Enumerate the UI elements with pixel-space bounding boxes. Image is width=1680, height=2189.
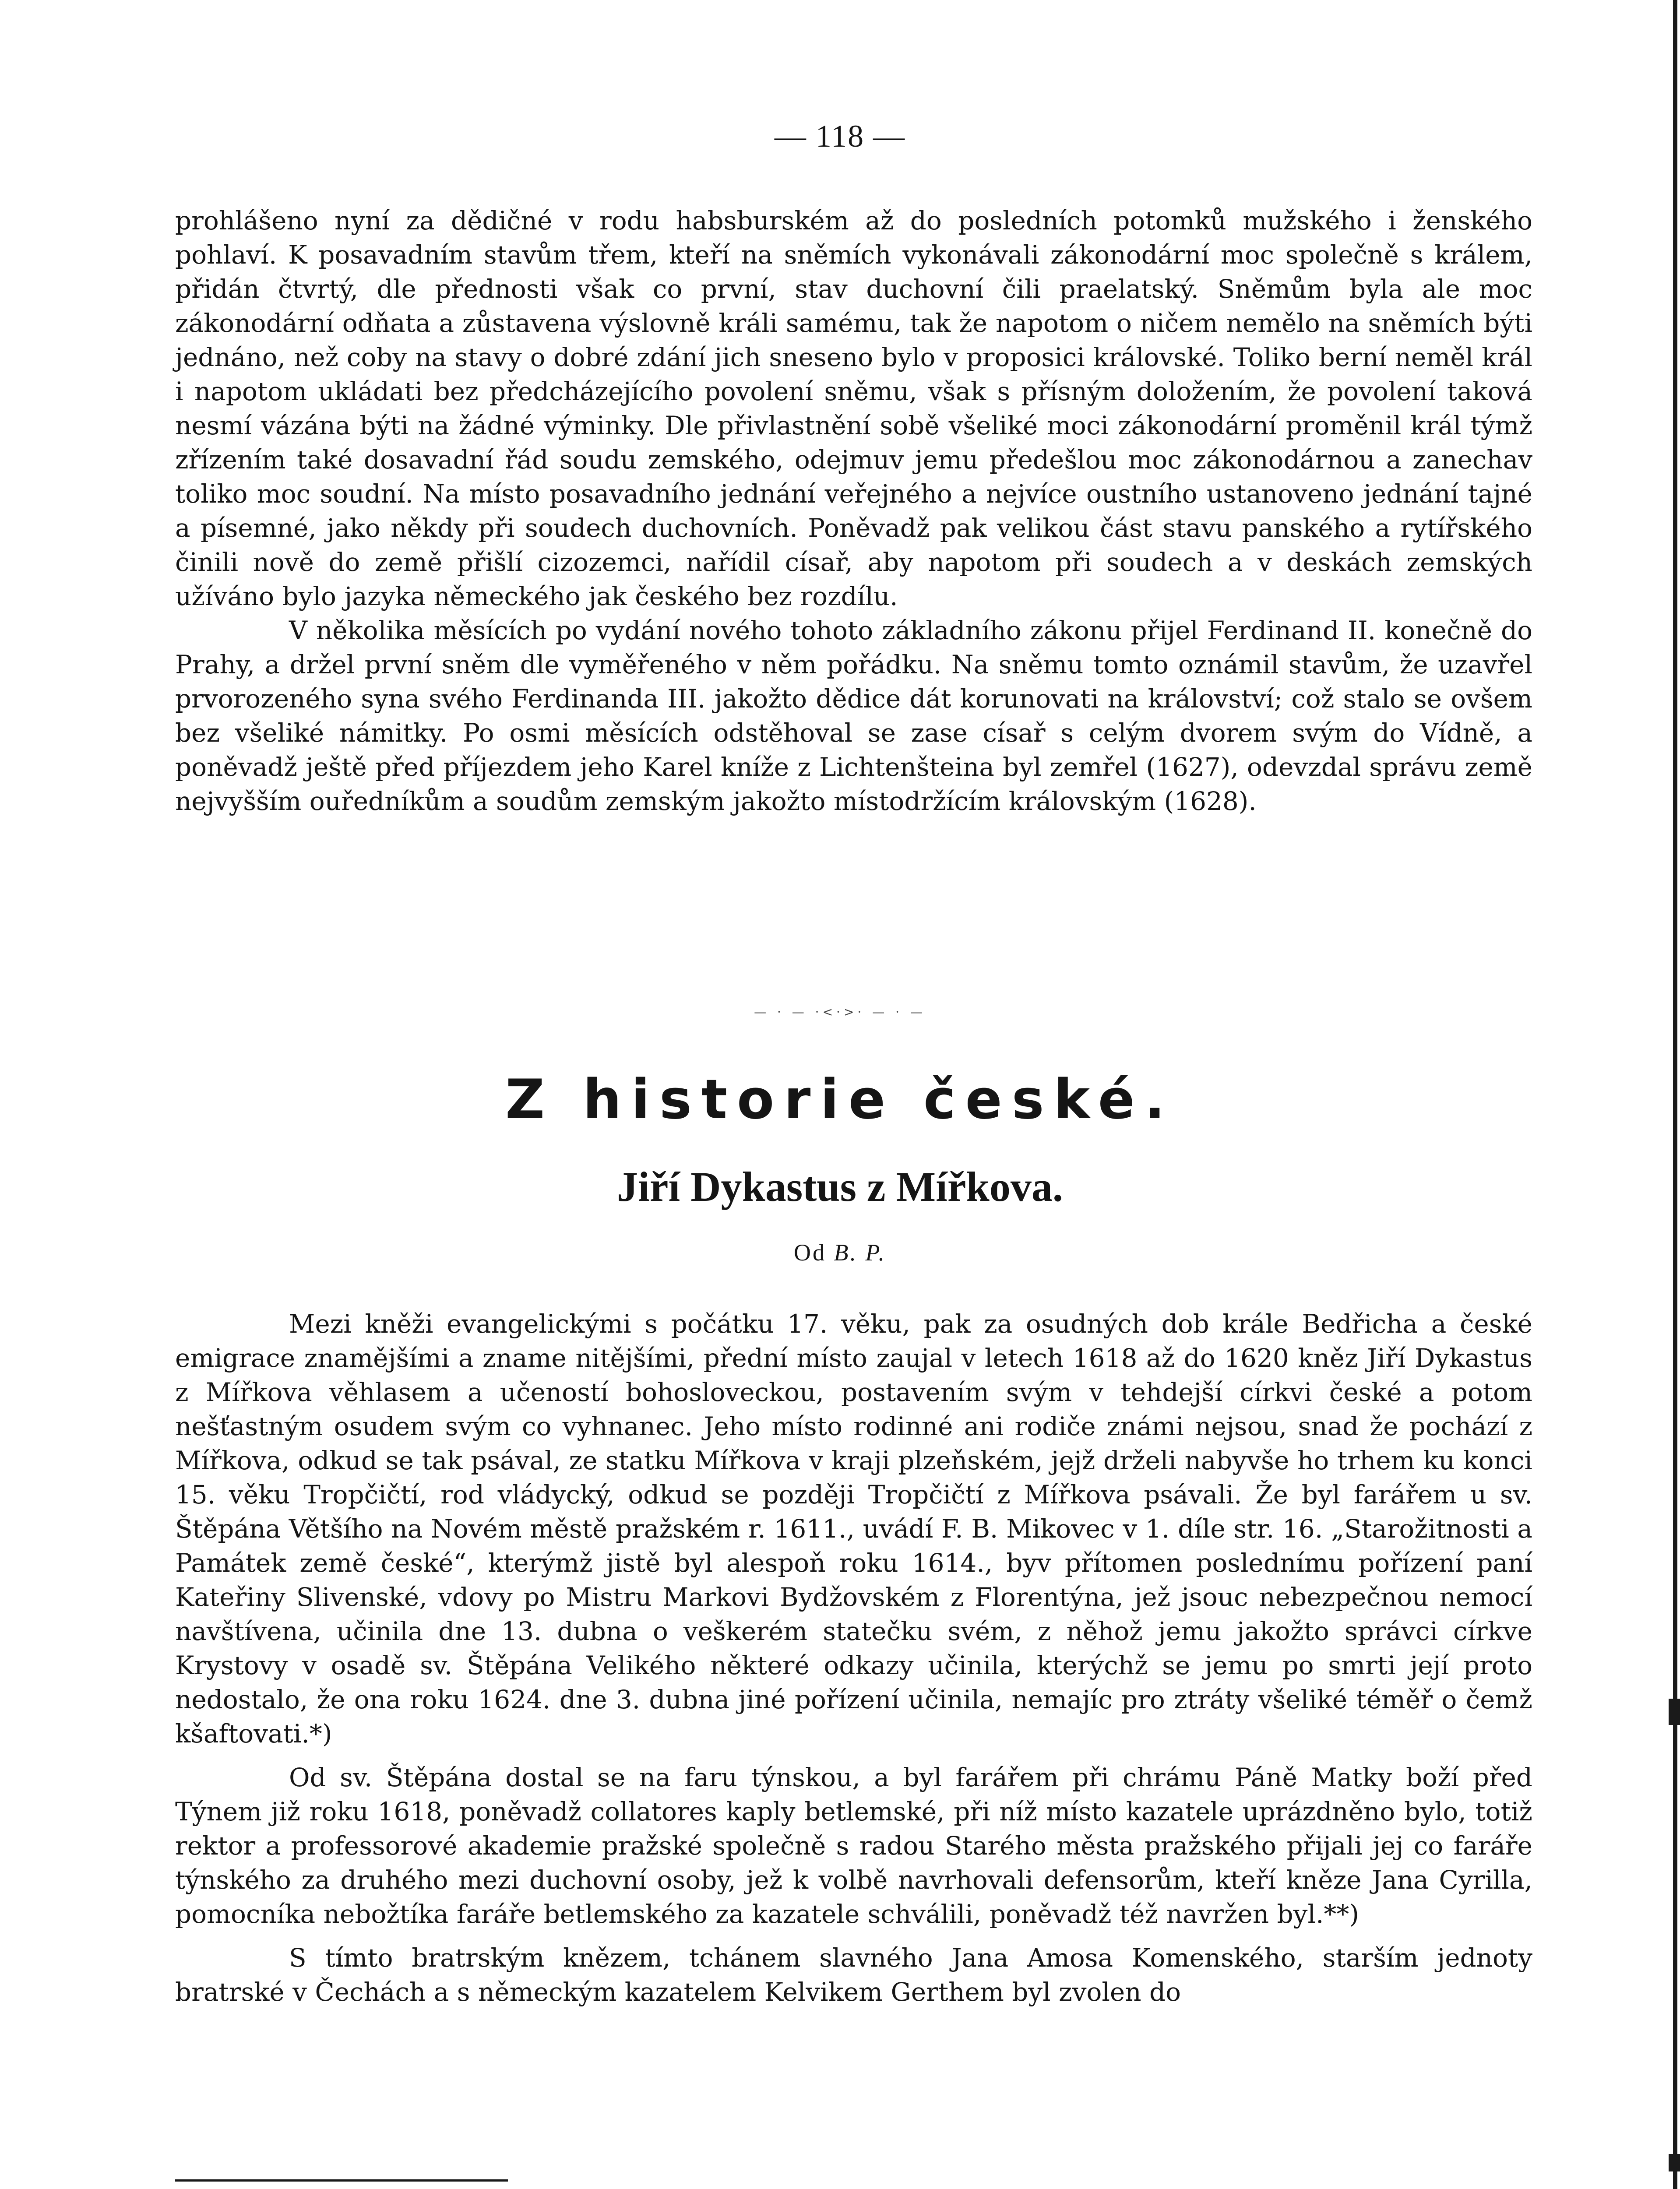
byline-prefix: Od [793,1239,826,1266]
article-subtitle: Jiří Dykastus z Mířkova. [617,1163,1063,1210]
upper-text-block [175,204,1532,818]
section-separator: — · — ·<·>· — · — [754,1005,926,1019]
page-number: — 118 — [774,119,906,154]
article-byline [0,1239,1680,1266]
paragraph: Mezi kněži evangelickými s počátku 17. věku, pak za osudných dob krále Bedřicha a české emigrace znamějšími a zname nitějšími, přední místo zaujal v letech 1618 až do 1620 kněz Jiří Dykastus z Mířkova věhlasem a učeností bohosloveckou, postavením svým v tehdejší církvi české a potom nešťastným osudem svým co vyhnanec. Jeho místo rodinné ani rodiče známi nejsou, snad že pochází z Mířkova, odkud se tak psával, ze statku Mířkova v kraji plzeňském, jejž drželi nabyvše ho trhem ku konci 15. věku Tropčičtí, rod vládycký, odkud se později Tropčičtí z Mířkova psávali. Že byl farářem u sv. Štěpána Většího na Novém městě pražském r. 1611., uvádí F. B. Mikovec v 1. díle str. 16. „Starožitnosti a Památek země české“, kterýmž jistě byl alespoň roku 1614., byv přítomen poslednímu pořízení paní Kateřiny Slivenské, vdovy po Mistru Markovi Bydžovském z Florentýna, jež jsouc nebezpečnou nemocí navštívena, učinila dne 13. dubna o veškerém statečku svém, z něhož jemu jakožto správci církve Krystovy v osadě sv. Štěpána Velikého některé odkazy učinila, kterýchž se jemu po smrti její proto nedostalo, že ona roku 1624. dne 3. dubna jiné pořízení učinila, nemajíc pro ztráty všeliké téměř o čemž kšaftovati.*) [175,1309,1532,1749]
article-text-block [175,1307,1532,2009]
paragraph: prohlášeno nyní za dědičné v rodu habsburském až do posledních potomků mužského i ženského pohlaví. K posavadním stavům třem, kteří na sněmích vykonávali zákonodární moc společně s králem, přidán čtvrtý, dle přednosti však co první, stav duchovní čili praelatský. Sněmům byla ale moc zákonodární odňata a zůstavena výslovně králi samému, tak že napotom o ničem nemělo na sněmích býti jednáno, než coby na stavy o dobré zdání jich sneseno bylo v proposici královské. Toliko berní neměl král i napotom ukládati bez předcházejícího povolení sněmu, však s přísným doložením, že povolení taková nesmí vázána býti na žádné výminky. Dle přivlastnění sobě všeliké moci zákonodární proměnil král týmž zřízením také dosavadní řád soudu zemského, odejmuv jemu předešlou moc zákonodárnou a zanechav toliko moc soudní. Na místo posavadního jednání veřejného a nejvíce oustního ustanoveno jednání tajné a písemné, jako někdy při soudech duchovních. Poněvadž pak velikou část stavu panského a rytířského činili nově do země přišlí cizozemci, nařídil císař, aby napotom při soudech a v deskách zemských užíváno bylo jazyka německého jak českého bez rozdílu. [175,206,1532,611]
page-edge-mark [1669,1699,1680,1725]
byline-author: B. P. [834,1239,886,1266]
paragraph: V několika měsících po vydání nového tohoto základního zákonu přijel Ferdinand II. konečně do Prahy, a držel první sněm dle vyměřeného v něm pořádku. Na sněmu tomto oznámil stavům, že uzavřel prvorozeného syna svého Ferdinanda III. jakožto dědice dát korunovati na království; což stalo se ovšem bez všeliké námitky. Po osmi měsících odstěhoval se zase císař s celým dvorem svým do Vídně, a poněvadž ještě před příjezdem jeho Karel kníže z Lichtenšteina byl zemřel (1627), odevzdal správu země nejvyšším ouředníkům a soudům zemským jakožto místodržícím královským (1628). [175,616,1532,816]
page-edge-mark [1669,2154,1680,2171]
paragraph: Od sv. Štěpána dostal se na faru týnskou, a byl farářem při chrámu Páně Matky boží před Týnem již roku 1618, poněvadž collatores kaply betlemské, při níž místo kazatele uprázdněno bylo, totiž rektor a professorové akademie pražské společně s radou Starého města pražského přijali jej co faráře týnského za druhého mezi duchovní osoby, jež k volbě navrhovali defensorům, kteří kněze Jana Cyrilla, pomocníka nebožtíka faráře betlemského za kazatele schválili, poněvadž též navržen byl.**) [175,1763,1532,1929]
footnote-divider [175,2179,508,2182]
paragraph: S tímto bratrským knězem, tchánem slavného Jana Amosa Komenského, starším jednoty bratrské v Čechách a s německým kazatelem Kelvikem Gerthem byl zvolen do [175,1943,1532,2007]
article-title: Z historie české. [505,1068,1175,1131]
